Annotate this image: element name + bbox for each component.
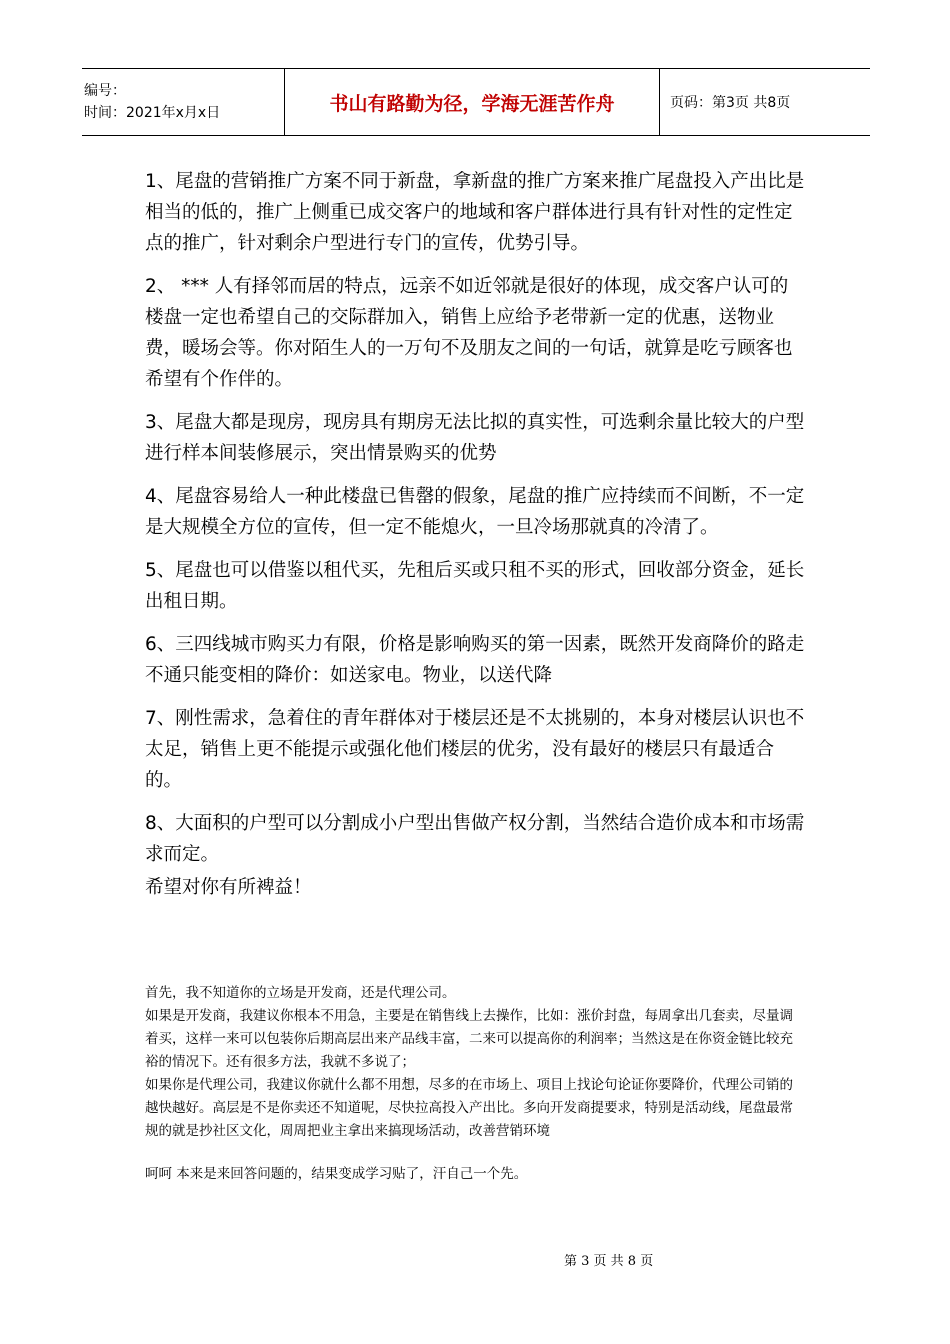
answer-line-1: 首先，我不知道你的立场是开发商，还是代理公司。 bbox=[145, 985, 456, 1001]
main-content bbox=[145, 166, 805, 915]
page-footer: 第 3 页 共 8 页 bbox=[564, 1254, 654, 1269]
paragraph-6: 6、三四线城市购买力有限，价格是影响购买的第一因素，既然开发商降价的路走不通只能变相的降价：如送家电。物业，以送代降 bbox=[145, 634, 805, 686]
header-table bbox=[82, 68, 870, 136]
paragraph-8: 8、大面积的户型可以分割成小户型出售做产权分割，当然结合造价成本和市场需求而定。 bbox=[145, 813, 805, 865]
date-label: 时间：2021年x月x日 bbox=[84, 105, 221, 121]
answer-paragraph-2: 如果是开发商，我建议你根本不用急，主要是在销售线上去操作，比如：涨价封盘，每周拿出几套卖，尽量调着买，这样一来可以包装你后期高层出来产品线丰富，二来可以提高你的利润率；当然这是在你资金链比较充裕的情况下。还有很多方法，我就不多说了； bbox=[145, 1008, 793, 1070]
header-meta bbox=[82, 69, 285, 136]
answer-section bbox=[145, 982, 805, 1186]
header-page-info: 页码：第3页 共8页 bbox=[660, 69, 871, 136]
paragraph-5: 5、尾盘也可以借鉴以租代买，先租后买或只租不买的形式，回收部分资金，延长出租日期。 bbox=[145, 560, 805, 612]
answer-last-line: 呵呵 本来是来回答问题的，结果变成学习贴了，汗自己一个先。 bbox=[145, 1166, 528, 1182]
header-motto: 书山有路勤为径，学海无涯苦作舟 bbox=[285, 69, 660, 136]
paragraph-7: 7、刚性需求，急着住的青年群体对于楼层还是不太挑剔的，本身对楼层认识也不太足，销售上更不能提示或强化他们楼层的优劣，没有最好的楼层只有最适合的。 bbox=[145, 708, 805, 791]
answer-paragraph-3: 如果你是代理公司，我建议你就什么都不用想，尽多的在市场上、项目上找论句论证你要降价，代理公司销的越快越好。高层是不是你卖还不知道呢，尽快拉高投入产出比。多向开发商提要求，特别是活动线，尾盘最常规的就是抄社区文化，周周把业主拿出来搞现场活动，改善营销环境 bbox=[145, 1077, 793, 1139]
closing-line: 希望对你有所裨益！ bbox=[145, 877, 312, 898]
paragraph-2: 2、 *** 人有择邻而居的特点，远亲不如近邻就是很好的体现，成交客户认可的楼盘一定也希望自己的交际群加入，销售上应给予老带新一定的优惠，送物业费，暖场会等。你对陌生人的一万句不及朋友之间的一句话，就算是吃亏顾客也希望有个作伴的。 bbox=[145, 276, 793, 390]
paragraph-3: 3、尾盘大都是现房，现房具有期房无法比拟的真实性，可选剩余量比较大的户型进行样本间装修展示，突出情景购买的优势 bbox=[145, 412, 805, 464]
paragraph-4: 4、尾盘容易给人一种此楼盘已售罄的假象，尾盘的推广应持续而不间断，不一定是大规模全方位的宣传，但一定不能熄火，一旦冷场那就真的冷清了。 bbox=[145, 486, 805, 538]
paragraph-1: 1、尾盘的营销推广方案不同于新盘，拿新盘的推广方案来推广尾盘投入产出比是相当的低的，推广上侧重已成交客户的地域和客户群体进行具有针对性的定性定点的推广，针对剩余户型进行专门的宣传，优势引导。 bbox=[145, 171, 805, 254]
number-label: 编号： bbox=[84, 83, 126, 99]
